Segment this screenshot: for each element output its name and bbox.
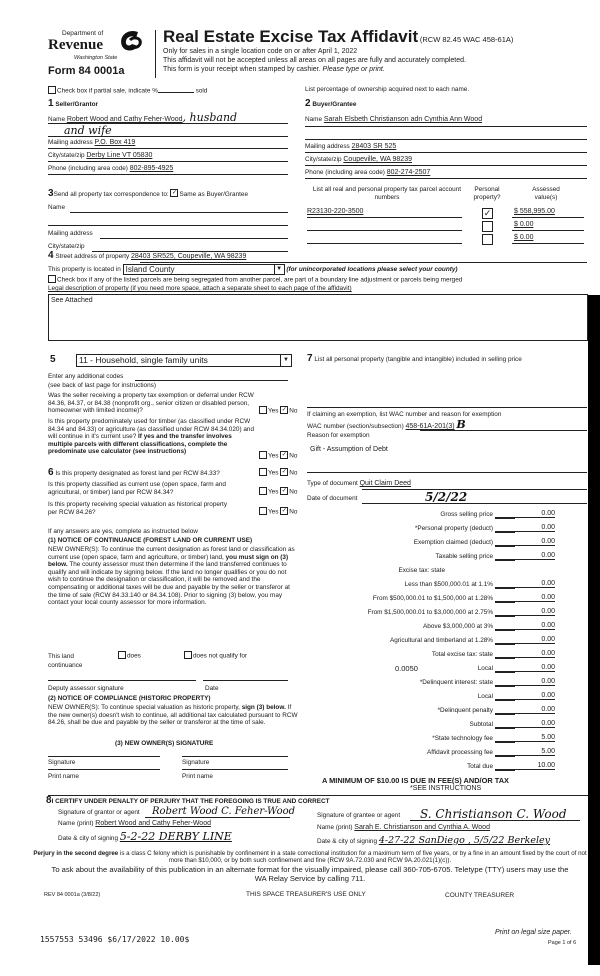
perjury-notice: [30, 850, 590, 864]
corr-name-row: Name: [48, 204, 66, 211]
tax-row-label: From $1,500,000.01 to $3,000,000 at 2.75%: [367, 609, 493, 616]
tax-row-label: Taxable selling price: [435, 553, 493, 560]
minimum-notice: A MINIMUM OF $10.00 IS DUE IN FEE(S) AND/OR TAX: [322, 776, 509, 785]
does-not-label: does not qualify for: [193, 652, 247, 660]
segregated-label: Check box if any of the listed parcels are being segregated from another parcel, are part of a boundary line adjustment or parcels being merged: [57, 276, 463, 284]
street-address-field[interactable]: 28403 SR525, Coupeville, WA 98239: [131, 253, 247, 260]
rule: [307, 243, 462, 244]
legal-description-value: See Attached: [51, 297, 93, 304]
buyer-phone-row: [305, 169, 430, 176]
assessed-value-field[interactable]: $ 558,995.00: [514, 208, 555, 215]
rule: [305, 178, 587, 179]
tax-row-label: *Personal property (deduct): [414, 525, 493, 532]
notice2-title: (2) NOTICE OF COMPLIANCE (HISTORIC PROPERTY): [48, 695, 211, 702]
header-line1: Only for sales in a single location code on or after April 1, 2022: [163, 48, 358, 55]
tax-row-label: *State technology fee: [432, 735, 493, 742]
tax-row-label: Less than $500,000.01 at 1.1%: [404, 581, 493, 588]
reason-label: Reason for exemption: [307, 432, 370, 439]
tax-row-label: Gross selling price: [440, 511, 493, 518]
rev-number: REV 84 0001a (3/8/22): [44, 892, 101, 898]
notice1-text-a: NEW OWNER(S): To continue the current designation as forest land or classification as current use (open space, farm and agriculture, or timber) land,: [48, 546, 295, 561]
grantee-date-row: [317, 835, 550, 847]
owner-signature-field-1[interactable]: [48, 756, 160, 757]
grantee-sig-label: Signature of grantee or agent: [317, 812, 401, 819]
label: Phone (including area code): [305, 169, 385, 176]
notice2-text-a: NEW OWNER(S): To continue special valuation as historic property,: [48, 704, 240, 711]
legal-label: Legal description of property (if you need more space, attach a separate sheet to each page of the affidavit): [48, 285, 352, 292]
print-name-label: Print name: [48, 773, 79, 780]
tax-row-label: *Delinquent penalty: [437, 707, 493, 714]
assessed-value-field[interactable]: $ 0.00: [514, 234, 534, 241]
treasurer-use: THIS SPACE TREASURER'S USE ONLY: [246, 891, 366, 898]
label: Name (print): [317, 824, 353, 831]
seller-name-field[interactable]: Robert Wood and Cathy Feher-Wood: [66, 116, 183, 123]
date-label: Date: [205, 685, 219, 692]
reason-field[interactable]: Gift - Assumption of Debt: [310, 446, 388, 453]
correspondence-row: [48, 189, 248, 199]
timber-question-text: Is this property predominately used for timber (as classified under RCW 84.34 and 84.33) or agriculture (as classified under RCW 84.34.020) and will continue in it's current use?: [48, 418, 255, 441]
does-not-option: [184, 652, 247, 660]
rule: [420, 430, 587, 431]
seller-heading-text: Seller/Grantor: [55, 101, 98, 108]
print-name-label: Print name: [182, 773, 213, 780]
rule: [495, 602, 515, 603]
yes-no: [259, 452, 297, 460]
this-land-label: This land: [48, 653, 74, 660]
seller-phone-field[interactable]: 802-895-4925: [129, 165, 174, 172]
rule: [495, 644, 515, 645]
rule: [48, 148, 288, 149]
doc-type-field[interactable]: Quit Claim Deed: [359, 480, 411, 487]
wac-field[interactable]: 458-61A-201(3): [405, 423, 455, 430]
yes-checkbox[interactable]: [259, 451, 267, 459]
buyer-heading: [305, 99, 356, 109]
deputy-date-field[interactable]: [203, 680, 288, 681]
tax-row-value[interactable]: 0.00: [495, 524, 555, 532]
county-select[interactable]: [123, 264, 285, 275]
no-checkbox[interactable]: ✓: [281, 469, 287, 475]
rule: [495, 686, 515, 687]
rule: [182, 769, 288, 770]
segregated-checkbox[interactable]: [48, 275, 56, 283]
additional-codes-row: [48, 373, 123, 380]
owner-signature-field-2[interactable]: [182, 756, 288, 757]
buyer-name-field[interactable]: Sarah Elsbeth Christianson adn Cynthia Ann Wood: [323, 116, 483, 123]
historic-question: Is this property receiving special valuation as historical property per RCW 84.26?: [48, 501, 228, 516]
segregated-row: [48, 276, 462, 284]
label: Phone (including area code): [48, 165, 128, 172]
notice1-text: [48, 546, 296, 607]
label: Date & city of signing: [317, 838, 378, 845]
county-row: [48, 264, 458, 275]
tax-row-label: Subtotal: [469, 721, 493, 728]
seller-city-field[interactable]: Derby Line VT 05830: [86, 152, 153, 159]
buyer-name-row: [305, 116, 482, 123]
personal-property-checkbox[interactable]: [482, 221, 493, 232]
continuance-label: continuance: [48, 662, 83, 669]
yes-checkbox[interactable]: [259, 406, 267, 414]
yes-label: Yes: [268, 407, 279, 415]
tax-row-value[interactable]: 0.00: [495, 510, 555, 518]
form-number: Form 84 0001a: [48, 65, 125, 77]
buyer-mailing-row: [305, 143, 396, 150]
current-use-question: Is this property classified as current use (open space, farm and agricultural, or timber) land per RCW 84.34?: [48, 481, 226, 496]
certify-text: I CERTIFY UNDER PENALTY OF PERJURY THAT THE FOREGOING IS TRUE AND CORRECT: [51, 798, 330, 805]
label: WAC number (section/subsection): [307, 423, 404, 430]
use-code-value: 11 - Household, single family units: [79, 355, 208, 365]
yes-no: [259, 407, 297, 415]
partial-sale-sold: sold: [195, 87, 208, 95]
notice1-title: (1) NOTICE OF CONTINUANCE (FOREST LAND OR CURRENT USE): [48, 537, 253, 544]
label: Enter any additional codes: [48, 373, 124, 380]
page-number: Page 1 of 6: [548, 940, 577, 946]
rule: [495, 518, 515, 519]
rule: [48, 225, 288, 226]
notice1-bold: you must sign on (3) below.: [48, 553, 289, 569]
rule: [362, 503, 587, 504]
legal-paper-note: Print on legal size paper.: [495, 929, 572, 936]
rule: [495, 588, 515, 589]
grantor-name-field[interactable]: Robert Wood and Cathy Feher-Wood: [95, 820, 211, 827]
exemption-label: If claiming an exemption, list WAC number and reason for exemption: [307, 411, 502, 418]
tax-row-value[interactable]: 0.00: [495, 594, 555, 602]
does-not-checkbox[interactable]: [184, 651, 192, 659]
label: Name: [48, 116, 66, 123]
signature-label: Signature: [182, 759, 210, 766]
tax-row-label: Local: [477, 693, 493, 700]
notice1-text-b: The county assessor must then determine if the land transferred continues to qualify and will indicate by signing below. If the land no longer qualifies or you do not wish to continue the designation or classification, it will be removed and the compensating or additional taxes will be due and payable by the seller or transferor at the time of sale (RCW 84.33.140 or 84.34.108). Prior to signing (3) below, you may contact your local county assessor for more information.: [48, 561, 290, 607]
section-number: 8: [46, 795, 52, 806]
rule: [495, 728, 515, 729]
tax-row-value[interactable]: 0.00: [495, 580, 555, 588]
tax-row-value[interactable]: 10.00: [495, 762, 555, 770]
seller-mailing-row: [48, 139, 135, 146]
seller-name-handwritten-2: and wife: [64, 124, 112, 137]
section-number: 5: [50, 354, 56, 365]
rule: [495, 714, 515, 715]
corr-city-row: City/state/zip: [48, 243, 85, 250]
corr-mailing-row: Mailing address: [48, 230, 93, 237]
tax-row-label: Local: [477, 665, 493, 672]
if-yes-note: If any answers are yes, complete as instructed below: [48, 528, 198, 535]
partial-sale-label: Check box if partial sale, indicate %: [57, 87, 158, 95]
section-number: 1: [48, 98, 54, 109]
yes-no: [259, 488, 297, 496]
tax-row-value[interactable]: 0.00: [495, 622, 555, 630]
tax-row-value[interactable]: 0.00: [495, 692, 555, 700]
additional-codes-field[interactable]: [135, 380, 288, 381]
rule: [495, 756, 515, 757]
partial-sale: [48, 87, 207, 95]
corr-name-field[interactable]: [70, 212, 288, 213]
buyer-phone-field[interactable]: 802-274-2507: [386, 169, 431, 176]
tax-row-value[interactable]: 0.00: [495, 706, 555, 714]
rule: [305, 126, 587, 127]
rule: [48, 769, 160, 770]
tax-row-value[interactable]: 0.00: [495, 650, 555, 658]
rule: [495, 630, 515, 631]
personal-property-field[interactable]: [307, 407, 587, 408]
rule: [512, 243, 584, 244]
seller-city-row: [48, 152, 152, 159]
deputy-signature-field[interactable]: [48, 680, 196, 681]
rule: [495, 672, 515, 673]
header-divider: [155, 30, 156, 78]
yes-label: Yes: [268, 452, 279, 460]
section-number: 4: [48, 250, 54, 261]
rule: [140, 262, 587, 263]
wac-handwritten: B: [456, 418, 466, 431]
doc-date-field[interactable]: 5/2/22: [425, 490, 468, 504]
tax-row-value[interactable]: 0.00: [495, 720, 555, 728]
grantee-signature[interactable]: S. Christianson C. Wood: [420, 807, 567, 821]
header-line2: This affidavit will not be accepted unless all areas on all pages are fully and accurately completed.: [163, 57, 466, 64]
grantor-signature[interactable]: Robert Wood C. Feher-Wood: [152, 806, 296, 817]
rule: [495, 546, 515, 547]
exemption-question: Was the seller receiving a property tax exemption or deferral under RCW 84.36, 84.37, or 84.38 (nonprofit org., senior citizen or disabled person, homeowner with limited income)?: [48, 392, 254, 415]
ownership-note: List percentage of ownership acquired next to each name.: [305, 86, 470, 93]
no-label: No: [289, 469, 298, 477]
seller-mailing-field[interactable]: P.O. Box 419: [94, 139, 136, 146]
tax-row-label: Total due: [467, 763, 493, 770]
see-instructions: *SEE INSTRUCTIONS: [410, 785, 482, 792]
label: Mailing address: [305, 143, 350, 150]
street-row: [48, 251, 246, 261]
notice2-text-b: If the new owner(s) doesn't wish to continue, all additional tax calculated pursuant to RCW 84.26, shall be due and payable by the seller or transferor at the time of sale.: [48, 704, 298, 727]
rule: [495, 742, 515, 743]
tax-row-label: *Delinquent interest: state: [419, 679, 493, 686]
personal-property-label: [307, 354, 577, 364]
header-line3-text: This form is your receipt when stamped by cashier.: [163, 66, 321, 73]
label: Name (print): [58, 820, 94, 827]
tax-row-value[interactable]: 0.00: [495, 538, 555, 546]
timber-question-bold: If yes and the transfer involves multiple parcels with different classifications, complete the predominate use calculator (see instructions): [48, 433, 232, 456]
label: Mailing address: [48, 139, 93, 146]
label: Type of document: [307, 480, 358, 487]
title-ref: (RCW 82.45 WAC 458-61A): [419, 35, 514, 44]
timber-question: [48, 418, 256, 456]
seller-name-handwritten: , husband: [182, 111, 238, 124]
yes-no: [259, 508, 297, 516]
rule: [495, 658, 515, 659]
parcel-number-field[interactable]: R23130-220-3500: [307, 208, 364, 215]
header-line3: [163, 66, 385, 73]
label: Street address of property: [55, 253, 130, 260]
notice2-text: [48, 704, 298, 727]
local-rate: 0.0050: [395, 664, 418, 673]
no-label: No: [289, 407, 298, 415]
assessed-value-field[interactable]: $ 0.00: [514, 221, 534, 228]
tax-row-label: Agricultural and timberland at 1.28%: [389, 637, 493, 644]
rule: [495, 560, 515, 561]
yes-label: Yes: [268, 488, 279, 496]
additional-codes-note: (see back of last page for instructions): [48, 382, 156, 389]
signature-label: Signature: [48, 759, 76, 766]
tax-row-value[interactable]: 0.00: [495, 636, 555, 644]
rule: [307, 472, 587, 473]
doc-date-label: Date of document: [307, 495, 358, 502]
perjury-bold: Perjury in the second degree: [33, 850, 119, 857]
scan-edge: [588, 295, 600, 965]
alt-format-notice: To ask about the availability of this publication in an alternate format for the visually impaired, please call 360-705-6705. Teletype (TTY) users may use the WA Relay Service by calling 711.: [51, 865, 569, 883]
notice2-bold: sign (3) below.: [241, 704, 286, 711]
section-number: 7: [307, 353, 313, 364]
label: City/state/zip: [305, 156, 342, 163]
buyer-city-row: [305, 156, 412, 163]
logo-state: Washington State: [74, 55, 118, 61]
doc-type-row: [307, 480, 411, 487]
dor-logo: [48, 28, 148, 83]
rule: [145, 817, 290, 818]
tax-row-value[interactable]: 0.00: [495, 608, 555, 616]
corr-mailing-field[interactable]: [100, 238, 288, 239]
chevron-down-icon[interactable]: ▼: [274, 265, 284, 274]
rule: [362, 489, 587, 490]
grantee-date-field[interactable]: 4-27-22 SanDiego , 5/5/22 Berkeley: [378, 835, 551, 846]
forest-question-text: Is this property designated as forest land per RCW 84.33?: [55, 470, 220, 477]
logo-revenue: Revenue: [48, 37, 103, 53]
label: This property is located in: [48, 266, 121, 274]
does-option: [118, 652, 141, 660]
use-code-select[interactable]: [76, 354, 292, 367]
tax-row-label: Total excise tax: state: [431, 651, 493, 658]
grantor-date-field[interactable]: 5-2-22 DERBY LINE: [119, 830, 232, 843]
section-number: 3: [48, 188, 54, 199]
personal-property-text: List all personal property (tangible and intangible) included in selling price: [314, 356, 522, 363]
correspondence-label: Send all property tax correspondence to:: [53, 191, 169, 198]
yes-label: Yes: [268, 508, 279, 516]
tax-row-label: From $500,000.01 to $1,500,000 at 1.28%: [372, 595, 493, 602]
rule: [305, 152, 587, 153]
grantee-name-row: [317, 824, 490, 831]
header-line3-italic: Please type or print.: [322, 66, 385, 73]
new-owner-sig-title: (3) NEW OWNER(S) SIGNATURE: [115, 740, 214, 747]
deputy-label: Deputy assessor signature: [48, 685, 124, 692]
no-checkbox[interactable]: ✓: [281, 407, 287, 413]
no-label: No: [289, 488, 298, 496]
label: Name: [305, 116, 323, 123]
partial-sale-checkbox[interactable]: [48, 86, 56, 94]
does-checkbox[interactable]: [118, 651, 126, 659]
legal-description-field[interactable]: [48, 294, 588, 341]
tax-row-label: Exemption claimed (deduct): [413, 539, 493, 546]
no-checkbox[interactable]: ✓: [281, 508, 287, 514]
assessed-col-header: Assessed value(s): [532, 186, 560, 201]
perjury-text: is a class C felony which is punishable by confinement in a state correctional institution for a maximum term of five years, or by a fine in an amount fixed by the court of not more than $10,000, or by both such confinement and fine (RCW 9A.72.030 and RCW 9A.20.021(1)(c)).: [119, 850, 587, 864]
personal-property-checkbox[interactable]: [482, 234, 493, 245]
same-as-buyer-checkbox[interactable]: ✓: [171, 190, 177, 197]
seller-heading: [48, 99, 98, 109]
yes-checkbox[interactable]: [259, 507, 267, 515]
tax-row-value[interactable]: 5.00: [495, 748, 555, 756]
yes-label: Yes: [268, 469, 279, 477]
grantee-name-field[interactable]: Sarah E. Christianson and Cynthia A. Wood: [354, 824, 490, 831]
buyer-city-field[interactable]: Coupeville, WA 98239: [343, 156, 412, 163]
chevron-down-icon[interactable]: ▼: [280, 355, 291, 366]
forest-question: [48, 468, 220, 478]
title-text: Real Estate Excise Tax Affidavit: [163, 27, 419, 46]
rule: [512, 217, 584, 218]
recording-stamp: 1557553 53496 $6/17/2022 10.00$: [40, 935, 190, 944]
rule: [495, 616, 515, 617]
tax-row-label: Excise tax: state: [398, 567, 445, 574]
label: Date & city of signing: [58, 835, 119, 842]
dor-swirl-icon: [116, 28, 144, 54]
rule: [305, 165, 587, 166]
rule: [495, 770, 515, 771]
personal-property-checkbox[interactable]: ✓: [483, 208, 492, 218]
county-treasurer: COUNTY TREASURER: [445, 892, 515, 899]
label: City/state/zip: [48, 152, 85, 159]
buyer-mailing-field[interactable]: 28403 SR 525: [351, 143, 397, 150]
grantor-date-row: [58, 831, 232, 844]
does-label: does: [127, 652, 141, 660]
tax-row-value[interactable]: 0.00: [495, 552, 555, 560]
rule: [307, 230, 462, 231]
tax-row-value[interactable]: 0.00: [495, 678, 555, 686]
grantor-sig-label: Signature of grantor or agent: [58, 809, 140, 816]
rule: [48, 174, 288, 175]
no-label: No: [289, 508, 298, 516]
rule: [305, 139, 587, 140]
yes-no: [259, 469, 297, 477]
tax-row-label: Above $3,000,000 at 3%: [423, 623, 493, 630]
rule: [495, 700, 515, 701]
buyer-heading-text: Buyer/Grantee: [312, 101, 357, 108]
rule: [512, 230, 584, 231]
seller-phone-row: [48, 165, 173, 172]
county-note: (for unincorporated locations please select your county): [286, 266, 458, 274]
logo-dept: Department of: [62, 30, 104, 37]
rule: [48, 136, 288, 137]
same-as-buyer-label: Same as Buyer/Grantee: [179, 191, 249, 198]
section-number: 2: [305, 98, 311, 109]
rule: [48, 161, 288, 162]
county-value: Island County: [125, 265, 175, 274]
rule: [495, 532, 515, 533]
parcel-col-header: List all real and personal property tax parcel account numbers: [312, 186, 462, 201]
tax-row-value[interactable]: 5.00: [495, 734, 555, 742]
no-checkbox[interactable]: ✓: [281, 452, 287, 458]
no-label: No: [289, 452, 298, 460]
rule: [410, 820, 580, 821]
grantor-name-row: [58, 820, 211, 827]
no-checkbox[interactable]: ✓: [281, 488, 287, 494]
tax-row-value[interactable]: 0.00: [495, 664, 555, 672]
tax-row-label: Affidavit processing fee: [427, 749, 493, 756]
personal-col-header: Personal property?: [473, 186, 501, 201]
rule: [307, 217, 462, 218]
section-number: 6: [48, 467, 54, 478]
yes-checkbox[interactable]: [259, 468, 267, 476]
yes-checkbox[interactable]: [259, 487, 267, 495]
